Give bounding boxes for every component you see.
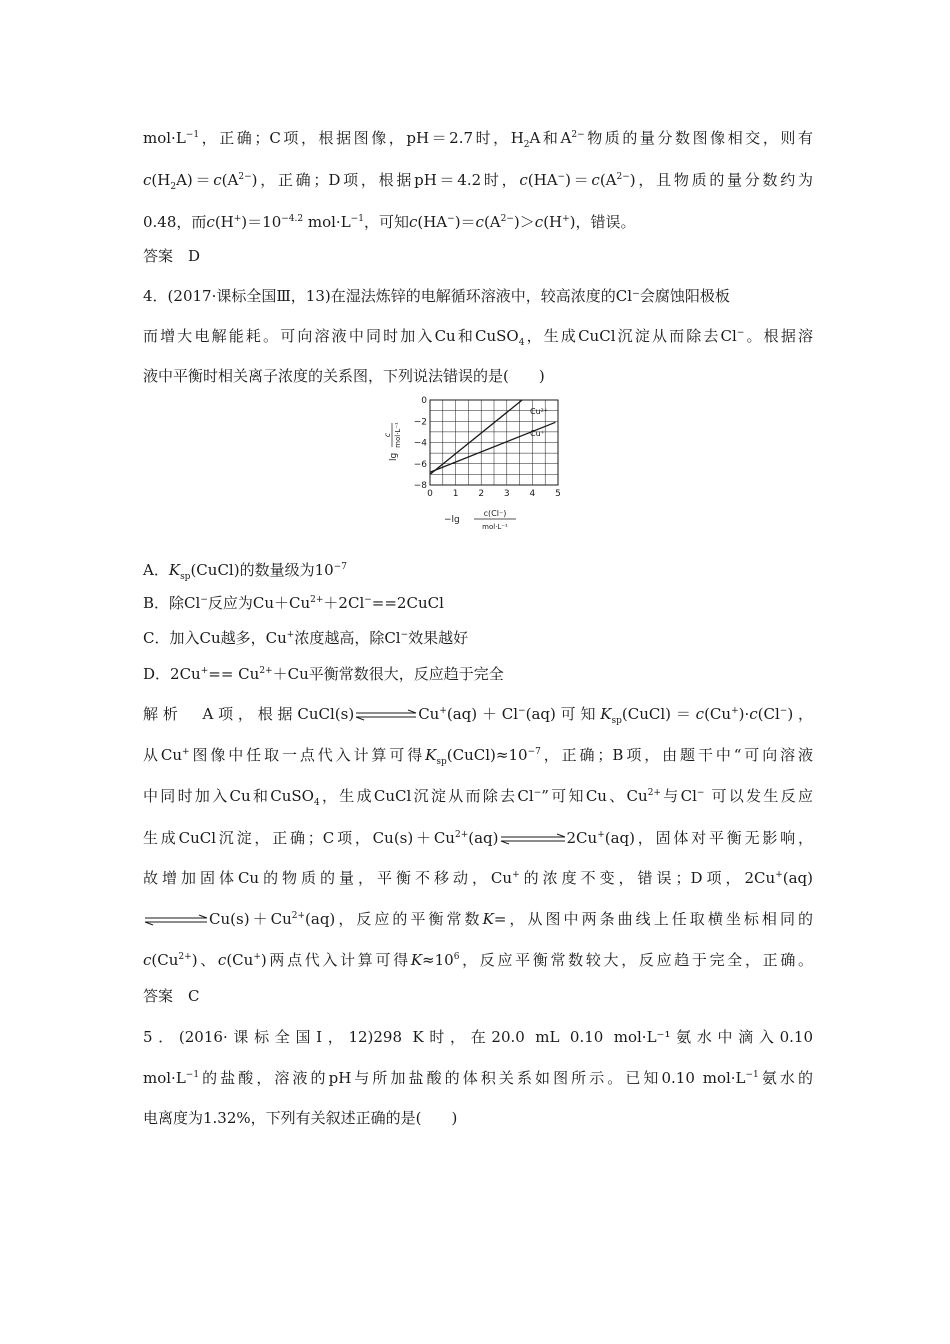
x-tick-label: 0 <box>427 489 433 499</box>
x-tick-label: 3 <box>503 489 510 499</box>
x-tick-label: 4 <box>529 489 536 499</box>
svg-text:c: c <box>383 432 392 438</box>
analysis-answer: 答案 C <box>143 987 200 1005</box>
y-tick-label: −2 <box>413 417 427 428</box>
option-a[interactable]: A．$K_{sp}(CuCl)$的数量级为$10^{-7}$ <box>143 561 347 582</box>
option-b[interactable]: B．除Cl−反应为$Cu+Cu^{2+}+2Cl^-==2CuCl$ <box>143 594 444 612</box>
prev-solution-line-3: 0.48，而$c(H^+)=10^{-4.2}$ $mol\cdot L^{-1}$，可知$c(HA^-)=c(A^{2-})>c(H^+)$，错误。 <box>143 213 636 231</box>
y-tick-label: −6 <box>413 459 427 470</box>
svg-text:c(Cl⁻): c(Cl⁻) <box>483 509 507 518</box>
option-c[interactable]: C．加入Cu越多，Cu+浓度越高，除Cl−效果越好 <box>143 629 469 647</box>
equilibrium-arrow-icon <box>143 914 209 926</box>
y-axis-label <box>383 422 402 461</box>
prev-solution-line-1: $mol\cdot L^{-1}$，正确；C项，根据图像，pH＝2.7时，$H_2A$和$A^{2-}$物质的量分数图像相交，则有 <box>143 129 813 150</box>
prev-solution-line-2: $c(H_2A)=c(A^{2-})$，正确；D项，根据pH＝4.2时，$c(HA^-)=c(A^{2-})$，且物质的量分数约为 <box>143 171 814 192</box>
prev-answer: 答案 D <box>143 247 201 265</box>
x-tick-label: 5 <box>555 489 561 499</box>
svg-text:−lg: −lg <box>444 515 460 525</box>
y-tick-label: −4 <box>413 438 427 449</box>
q5-stem-line-3: 电离度为1.32%，下列有关叙述正确的是( ) <box>143 1109 458 1127</box>
equilibrium-arrow-icon <box>499 833 567 845</box>
concentration-chart <box>382 392 582 542</box>
analysis-line-6: $Cu(s)+Cu^{2+}(aq)$，反应的平衡常数K=，从图中两条曲线上任取横坐标相同的 <box>143 909 813 929</box>
analysis-line-7: $c(Cu^{2+})$、c(Cu+)两点代入计算可得$K\approx 10^6$，反应平衡常数较大，反应趋于完全，正确。 <box>143 951 813 969</box>
analysis-line-5: 故增加固体Cu的物质的量，平衡不移动，Cu+的浓度不变，错误；D项，2Cu+(aq) <box>143 869 813 887</box>
svg-text:lg: lg <box>389 452 399 461</box>
y-tick-label: 0 <box>421 396 427 406</box>
legend-cuplus-label: Cu⁺ <box>530 429 545 438</box>
equilibrium-arrow-icon <box>354 709 418 721</box>
q4-stem-line-2: 而增大电解能耗。可向溶液中同时加入Cu和CuSO$_4$，生成CuCl沉淀从而除去Cl−。根据溶 <box>143 327 813 348</box>
x-tick-label: 1 <box>452 489 459 499</box>
x-axis-label <box>444 509 516 531</box>
svg-text:mol·L⁻¹: mol·L⁻¹ <box>394 422 402 448</box>
analysis-line-2: 从Cu+图像中任取一点代入计算可得$K_{sp}(CuCl)\approx 10^{-7}$，正确；B项，由题干中“可向溶液 <box>143 746 813 767</box>
series-line-cu2plus <box>430 400 522 474</box>
q5-stem-line-1: 5．(2016·课标全国Ⅰ，12)298 K时，在20.0 mL 0.10 mol·L⁻¹氨水中滴入0.10 <box>143 1028 813 1046</box>
x-tick-label: 2 <box>478 489 485 499</box>
q5-stem-line-2: $mol\cdot L^{-1}$的盐酸，溶液的pH与所加盐酸的体积关系如图所示。已知0.10 $mol\cdot L^{-1}$氨水的 <box>143 1069 813 1087</box>
option-d[interactable]: D．$2Cu^+== Cu^{2+}+Cu$平衡常数很大，反应趋于完全 <box>143 665 504 683</box>
svg-text:mol·L⁻¹: mol·L⁻¹ <box>482 523 508 531</box>
analysis-line-3: 中同时加入Cu和CuSO$_4$，生成CuCl沉淀从而除去Cl−”可知Cu、$Cu^{2+}$与Cl− 可以发生反应 <box>143 787 813 808</box>
legend-cu2plus-label: Cu²⁺ <box>530 407 549 416</box>
q4-stem-line-3: 液中平衡时相关离子浓度的关系图，下列说法错误的是( ) <box>143 367 545 385</box>
q4-stem-line-1: 4．(2017·课标全国Ⅲ，13)在湿法炼锌的电解循环溶液中，较高浓度的Cl⁻会腐蚀阳极板 <box>143 287 730 305</box>
y-tick-label: −8 <box>413 481 427 491</box>
analysis-line-4: 生成CuCl沉淀，正确；C项，$Cu(s)+Cu^{2+}(aq)$ 2Cu+(aq)，固体对平衡无影响， <box>143 829 813 847</box>
analysis-line-1: 解析 A项，根据CuCl(s) Cu+(aq)＋Cl−(aq)可知$K_{sp}(CuCl)=c(Cu^+)\cdot c(Cl^-)$， <box>143 705 813 726</box>
